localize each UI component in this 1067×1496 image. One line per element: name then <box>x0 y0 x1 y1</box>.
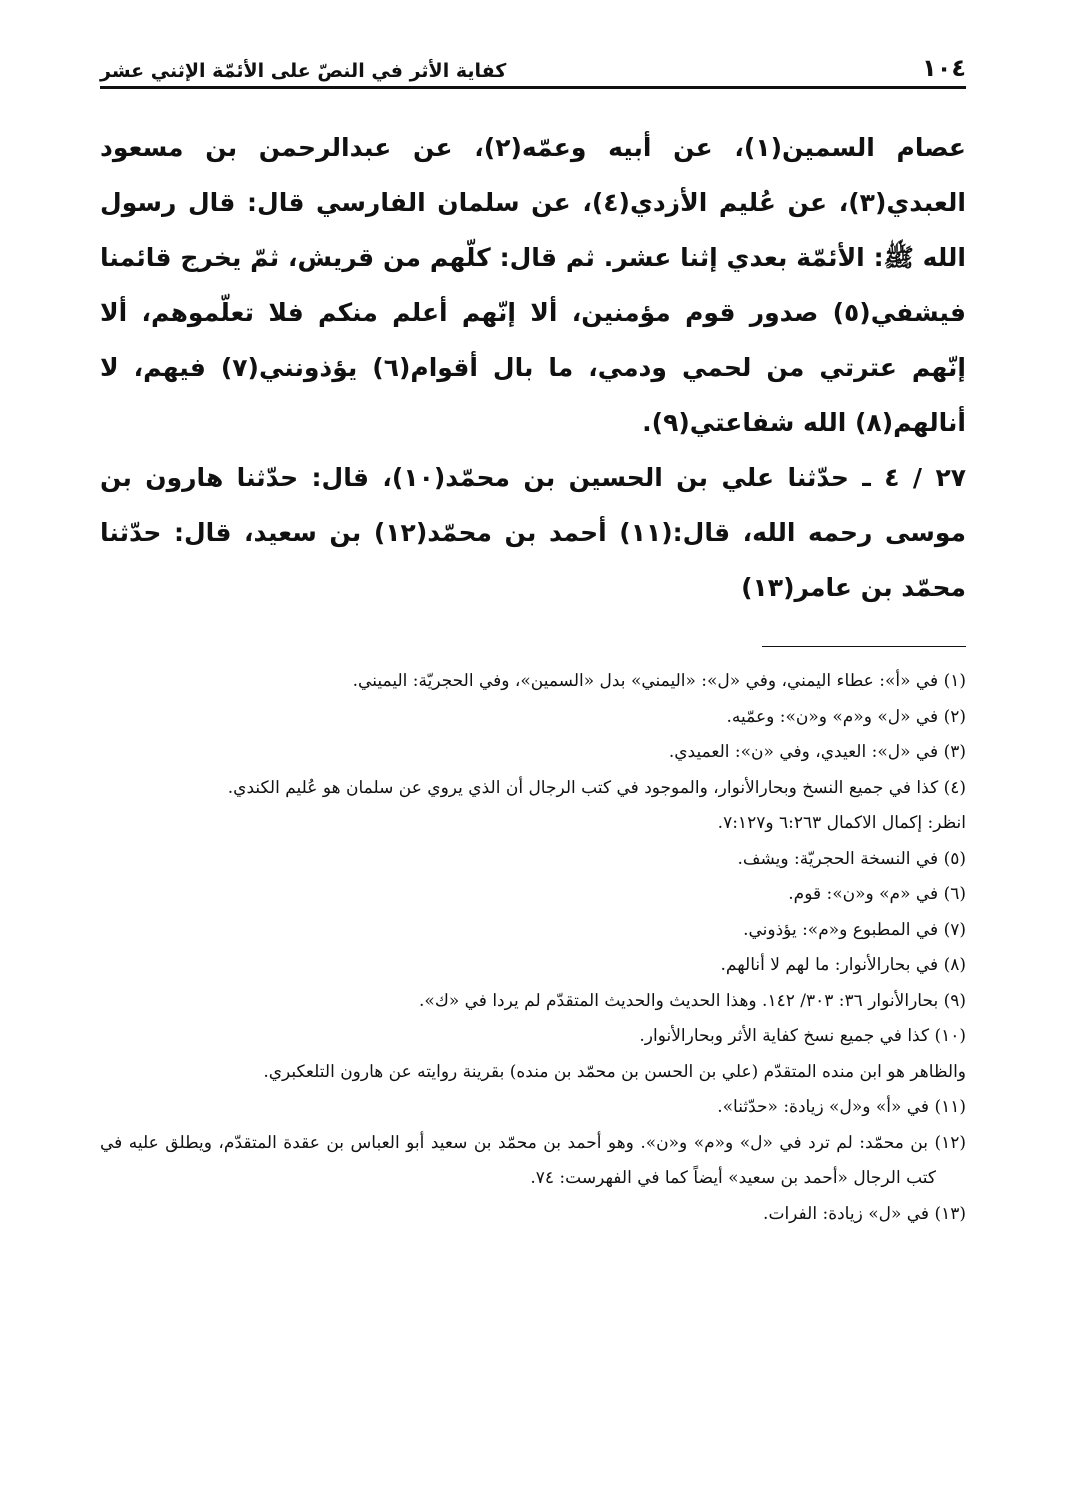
footnote-1: (١) في «أ»: عطاء اليمني، وفي «ل»: «اليمني» بدل «السمين»، وفي الحجريّة: اليميني. <box>352 671 966 691</box>
footnote-11: (١١) في «أ» و«ل» زيادة: «حدّثنا». <box>717 1097 966 1117</box>
footnote-10: (١٠) كذا في جميع نسخ كفاية الأثر وبحارالأنوار. <box>639 1026 966 1046</box>
footnote-6: (٦) في «م» و«ن»: قوم. <box>788 884 966 904</box>
footnote-5: (٥) في النسخة الحجريّة: ويشف. <box>737 848 966 869</box>
footnote-9: (٩) بحارالأنوار ٣٦: ٣٠٣/ ١٤٢. وهذا الحديث والحديث المتقدّم لم يردا في «ك». <box>419 990 966 1011</box>
footnote-10-continuation: والظاهر هو ابن منده المتقدّم (علي بن الحسن بن محمّد بن منده) بقرينة روايته عن هارون التلعكبري. <box>263 1061 966 1082</box>
footnote-12: (١٢) بن محمّد: لم ترد في «ل» و«م» و«ن». وهو أحمد بن محمّد بن سعيد أبو العباس بن عقدة المتقدّم، ويطلق عليه في كتب الرجال «أحمد بن سعيد» أيضاً كما في الفهرست: ٧٤. <box>100 1132 966 1188</box>
page-number: ١٠٤ <box>922 54 966 82</box>
page-header <box>100 38 966 82</box>
footnote-2: (٢) في «ل» و«م» و«ن»: وعمّيه. <box>726 706 966 727</box>
main-text <box>100 120 966 615</box>
footnote-4-reference: انظر: إكمال الاكمال ٦:٢٦٣ و٧:١٢٧. <box>717 813 966 833</box>
running-title: كفاية الأثر في النصّ على الأئمّة الإثني عشر <box>100 60 507 82</box>
footnotes <box>100 664 966 1232</box>
body-paragraph: عصام السمين(١)، عن أبيه وعمّه(٢)، عن عبدالرحمن بن مسعود العبدي(٣)، عن عُليم الأزدي(٤)، عن سلمان الفارسي قال: قال رسول الله ﷺ: الأئمّة بعدي إثنا عشر. ثم قال: كلّهم من قريش، ثمّ يخرج قائمنا فيشفي(٥) صدور قوم مؤمنين، ألا إنّهم أعلم منكم فلا تعلّموهم، ألا إنّهم عترتي من لحمي ودمي، ما بال أقوام(٦) يؤذونني(٧) فيهم، لا أنالهم(٨) الله شفاعتي(٩). <box>100 133 967 437</box>
footnote-divider <box>762 646 966 647</box>
footnote-3: (٣) في «ل»: العيدي، وفي «ن»: العميدي. <box>668 742 966 762</box>
header-divider <box>100 86 966 89</box>
footnote-8: (٨) في بحارالأنوار: ما لهم لا أنالهم. <box>720 955 966 975</box>
footnote-13: (١٣) في «ل» زيادة: الفرات. <box>763 1203 966 1224</box>
footnote-7: (٧) في المطبوع و«م»: يؤذوني. <box>743 919 966 940</box>
body-paragraph: ٢٧ / ٤ ـ حدّثنا علي بن الحسين بن محمّد(١٠)، قال: حدّثنا هارون بن موسى رحمه الله، قال:(١١) أحمد بن محمّد(١٢) بن سعيد، قال: حدّثنا محمّد بن عامر(١٣) <box>100 463 966 602</box>
footnote-4: (٤) كذا في جميع النسخ وبحارالأنوار، والموجود في كتب الرجال أن الذي يروي عن سلمان هو عُليم الكندي. <box>227 777 966 798</box>
